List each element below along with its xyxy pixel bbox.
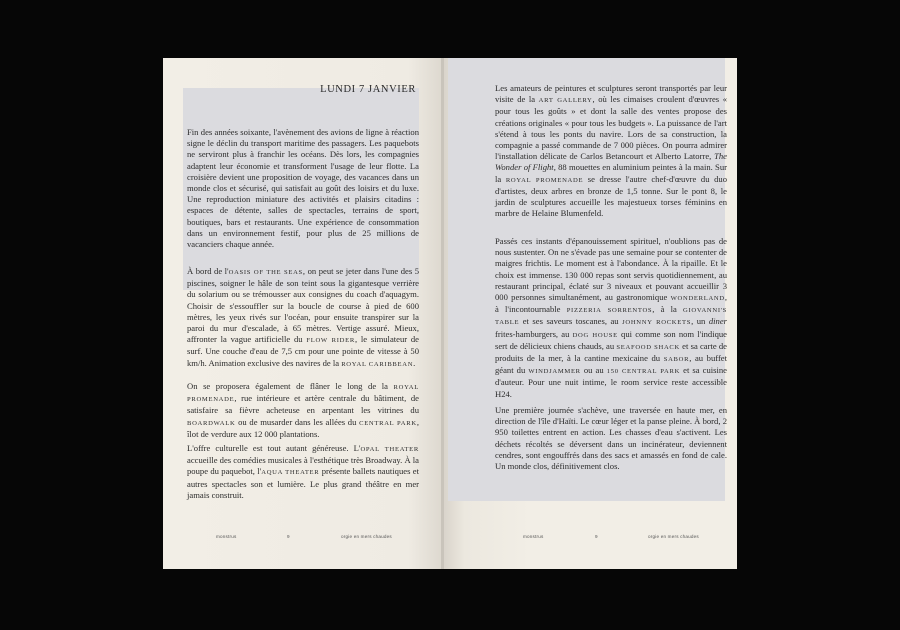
- right-page: [444, 58, 737, 569]
- left-page: [163, 58, 442, 569]
- paragraph-food: Passés ces instants d'épanouissement spirituel, n'oublions pas de nous sustenter. On ne s'évade pas une semaine pour se contenter de maigres frichtis. Le moment est à l'abondance. À la ripaille. Et le choix est immense. 130 000 repas sont servis quotidiennement, au restaurant principal, éclaté sur 3 niveaux et pouvant accueillir 3 000 personnes simultanément, au gastronomique WONDERLAND, à l'incontournable PIZZERIA SORRENTOS, à la GIOVANNI'S TABLE et ses saveurs toscanes, au JOHNNY ROCKETS, un diner frites-hamburgers, au DOG HOUSE qui comme son nom l'indique sert de délicieux chiens chauds, au SEAFOOD SHACK et sa carte de produits de la mer, à la cantine mexicaine du SABOR, au buffet géant du WINDJAMMER ou au 150 CENTRAL PARK et sa cuisine d'auteur. Pour une nuit intime, le room service reste accessible H24.: [495, 236, 728, 399]
- company-name: ROYAL CARIBBEAN: [341, 360, 414, 368]
- footer-left-label: monstrus: [216, 534, 237, 539]
- paragraph-promenade: On se proposera également de flâner le long de la ROYAL PROMENADE, rue intérieure et artère centrale du bâtiment, de satisfaire sa fièvre acheteuse en arpentant les vitrines du BOARDWALK ou de musarder dans les allées du CENTRAL PARK, îlot de verdure aux 12 000 plantations.: [187, 381, 419, 439]
- attraction-name: FLOW RIDER: [306, 337, 355, 345]
- ship-name: OASIS OF THE SEAS: [228, 269, 303, 276]
- paragraph-culture: L'offre culturelle est tout autant généreuse. L'OPAL THEATER accueille des comédies musicales à l'esthétique très Broadway. À la poupe du paquebot, l'AQUA THEATER présente ballets nautiques et autres spectacles son et lumière. Le plus grand théâtre en mer jamais construit.: [187, 443, 419, 500]
- page-number: 9: [287, 534, 290, 539]
- paragraph-oasis: À bord de l'OASIS OF THE SEAS, on peut se jeter dans l'une des 5 piscines, soigner le hâle de son teint sous la gigantesque verrière du solarium ou se trémousser aux consignes du coach d'aquagym. Choisir de s'essouffler sur la boucle de course à pied de 600 mètres, les yeux rivés sur l'océan, pour ensuite transpirer sur la paroi du mur d'escalade, à 65 mètres. Vertige assuré. Mieux, affronter la vague artificielle du FLOW RIDER, le simulateur de surf. Une couche d'eau de 7,5 cm pour une pointe de vitesse à 50 km/h. Animation exclusive des navires de la ROYAL CARIBBEAN.: [187, 266, 420, 368]
- footer-left-label: monstrus: [523, 534, 544, 539]
- page-number: 9: [595, 534, 598, 539]
- paragraph-intro: Fin des années soixante, l'avènement des avions de ligne à réaction signe le déclin du transport maritime des passagers. Les paquebots ne serviront plus à franchir les océans. Dès lors, les compagnies adaptent leur économie et transforment l'usage de leur flotte. La croisière devient une proposition de voyage, des vacances dans un monde clos et sécurisé, qui satisfait au goût des loisirs et du luxe. Une reproduction miniature des activités et plaisirs citadins : espaces de détente, salles de spectacles, terrains de sport, boutiques, bars et restaurants. Une expérience de consommation dans un environnement festif, pour plus de 25 millions de vacanciers chaque année.: [187, 127, 419, 250]
- artwork-title: The Wonder of Flight: [495, 151, 727, 173]
- footer-right-label: orgie en mers chaudes: [648, 534, 699, 539]
- paragraph-closing: Une première journée s'achève, une traversée en haute mer, en direction de l'île d'Haïti. Le cœur léger et la panse pleine. À bord, 2 950 toilettes entrent en action. Les chasses d'eau s'activent. Les déchets récoltés se déversent dans un incinérateur, deviennent cendres, sont engouffrés dans des sacs et amassés en fond de cale. Un monde clos, définitivement clos.: [495, 405, 727, 472]
- footer-right-label: orgie en mers chaudes: [341, 534, 392, 539]
- paragraph-art: Les amateurs de peintures et sculptures seront transportés par leur visite de la ART GALLERY, où les cimaises croulent d'œuvres « pour tous les goûts » et dont la salle des ventes propose des créations originales « pour tous les budgets ». La puissance de l'art s'étend à tous les ponts du navire. Lors de sa construction, la compagnie a passé commande de 7 000 pièces. On pourra admirer l'installation délicate de Carlos Betancourt et Alberto Latorre, The Wonder of Flight, 88 mouettes en aluminium peintes à la main. Sur la ROYAL PROMENADE se dresse l'autre chef-d'œuvre du duo d'artistes, deux arbres en bronze de 1,5 tonne. Sur le pont 8, le jardin de sculptures accueille les majestueux torses féminins en marbre de Helaine Blumenfeld.: [495, 83, 727, 219]
- date-heading: LUNDI 7 JANVIER: [320, 84, 416, 95]
